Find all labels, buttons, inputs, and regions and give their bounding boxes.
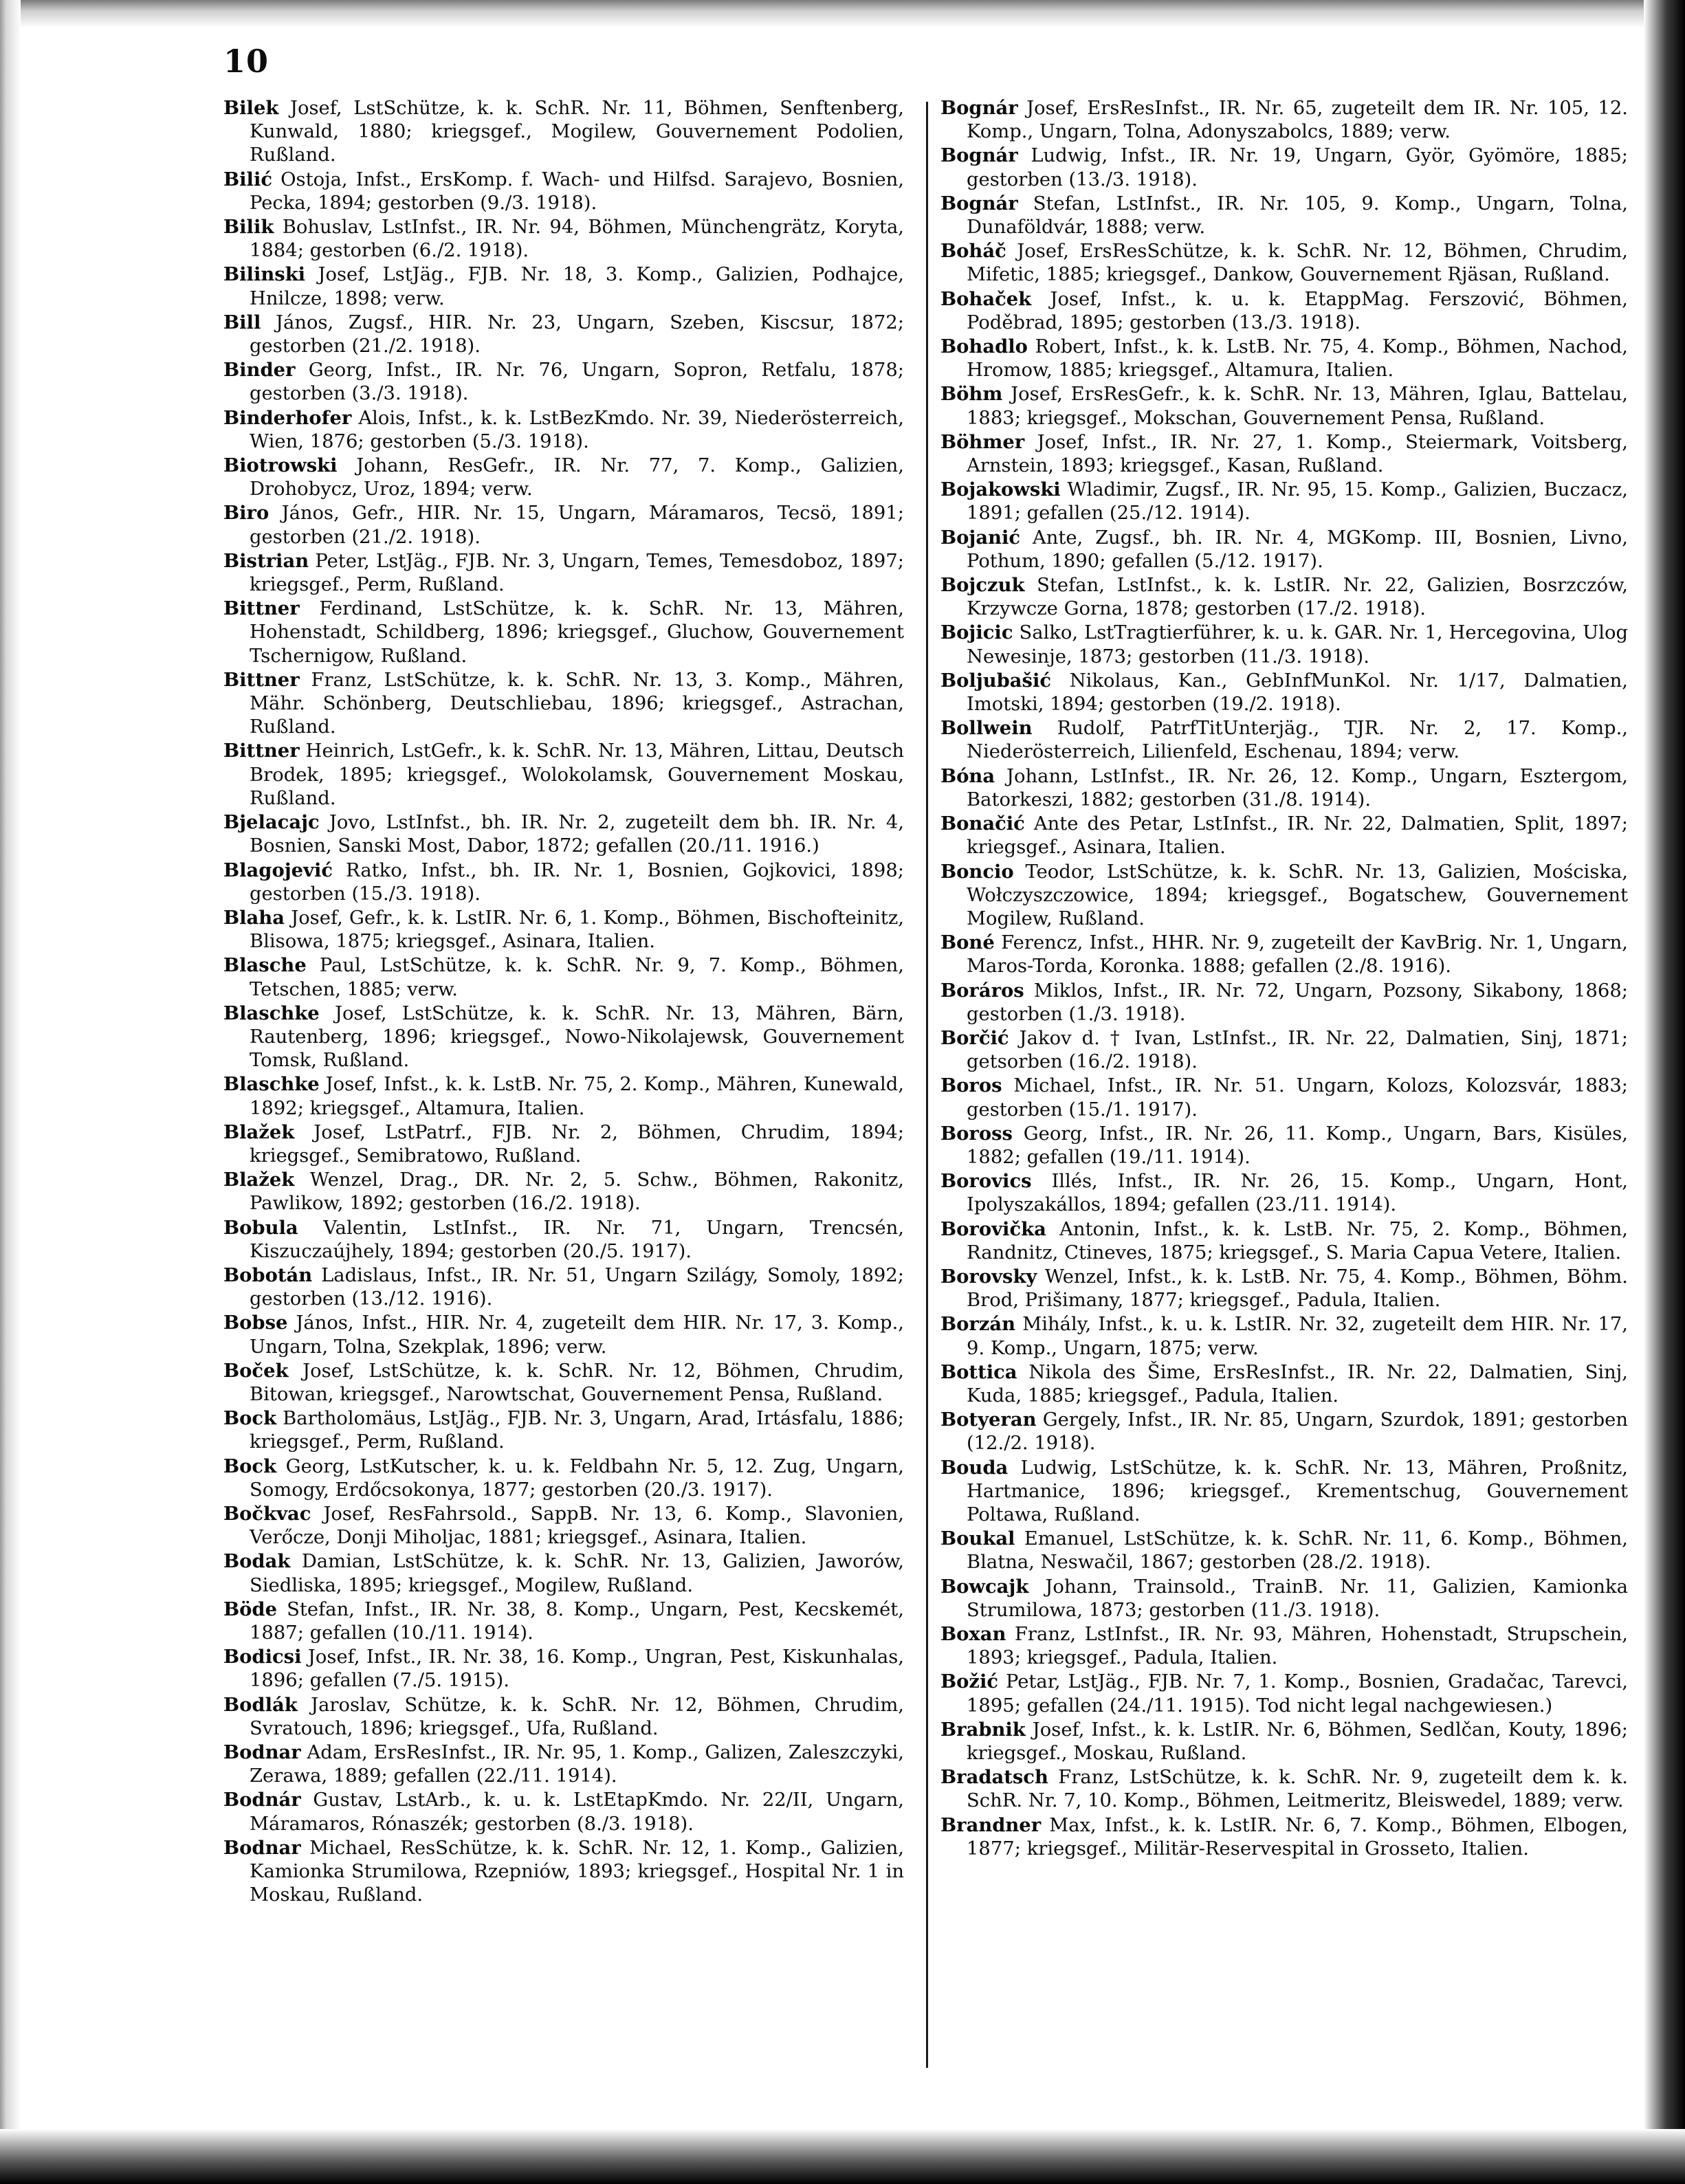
entry-details: Ferencz, Infst., HHR. Nr. 9, zugeteilt der KavBrig. Nr. 1, Ungarn, Maros-Torda, Koronka. 1888; gefallen (2./8. 1916). (967, 932, 1628, 978)
entry-surname: Bognár (940, 144, 1018, 167)
register-entry (223, 168, 904, 215)
entry-details: Josef, Infst., IR. Nr. 38, 16. Komp., Ungran, Pest, Kiskunhalas, 1896; gefallen (7./5. 1915). (250, 1646, 904, 1692)
register-entry (223, 1359, 904, 1407)
entry-surname: Borovsky (940, 1265, 1037, 1288)
register-entry (223, 953, 904, 1001)
register-entry (223, 358, 904, 406)
register-entry (223, 549, 904, 597)
register-entry (940, 573, 1628, 621)
register-entry (940, 1765, 1628, 1813)
entry-surname: Bowcajk (940, 1575, 1029, 1598)
entry-details: János, Zugsf., HIR. Nr. 23, Ungarn, Szeben, Kiscsur, 1872; gestorben (21./2. 1918). (250, 311, 904, 357)
register-entry (940, 1670, 1628, 1717)
register-entry (940, 430, 1628, 478)
entry-details: Salko, LstTragtierführer, k. u. k. GAR. Nr. 1, Hercegovina, Ulog Newesinje, 1873; gestorben (11./3. 1918). (967, 622, 1628, 668)
entry-surname: Blaschke (223, 1002, 320, 1024)
entry-surname: Bodlák (223, 1693, 298, 1716)
register-entry (223, 1455, 904, 1502)
entry-details: Ferdinand, LstSchütze, k. k. SchR. Nr. 13, Mähren, Hohenstadt, Schildberg, 1896; kriegsgef., Gluchow, Gouvernement Tschernigow, Rußland. (250, 598, 904, 667)
entry-details: Franz, LstSchütze, k. k. SchR. Nr. 13, 3. Komp., Mähren, Mähr. Schönberg, Deutschliebau, 1896; kriegsgef., Astrachan, Rußland. (250, 669, 904, 738)
entry-details: Josef, LstSchütze, k. k. SchR. Nr. 12, Böhmen, Chrudim, Bitowan, kriegsgef., Narowtschat, Gouvernement Pensa, Rußland. (250, 1360, 904, 1405)
entry-details: Josef, LstSchütze, k. k. SchR. Nr. 11, Böhmen, Senftenberg, Kunwald, 1880; kriegsgef., Mogilew, Gouvernement Podolien, Rußland. (250, 98, 904, 166)
entry-surname: Bohaček (940, 287, 1032, 310)
register-entry (940, 96, 1628, 144)
entry-surname: Bittner (223, 668, 300, 691)
entry-surname: Bodnár (223, 1789, 301, 1811)
entry-surname: Boross (940, 1122, 1013, 1145)
entry-surname: Boráros (940, 979, 1024, 1002)
entry-surname: Boljubašić (940, 669, 1052, 692)
entry-surname: Boukal (940, 1527, 1015, 1550)
entry-details: Josef, Infst., k. k. LstB. Nr. 75, 2. Komp., Mähren, Kunewald, 1892; kriegsgef., Altamura, Italien. (250, 1074, 904, 1119)
entry-details: Franz, LstSchütze, k. k. SchR. Nr. 9, zugeteilt dem k. k. SchR. Nr. 7, 10. Komp., Böhmen, Leitmeritz, Bleiswedel, 1889; verw. (967, 1767, 1628, 1812)
entry-surname: Bottica (940, 1360, 1017, 1383)
register-entry (940, 1265, 1628, 1312)
entry-surname: Blaschke (223, 1073, 320, 1096)
entry-details: Nikolaus, Kan., GebInfMunKol. Nr. 1/17, Dalmatien, Imotski, 1894; gestorben (19./2. 1918). (967, 670, 1628, 716)
entry-details: Heinrich, LstGefr., k. k. SchR. Nr. 13, Mähren, Littau, Deutsch Brodek, 1895; kriegsgef., Wolokolamsk, Gouvernement Moskau, Rußland. (250, 740, 904, 809)
entry-surname: Boxan (940, 1623, 1006, 1645)
entry-surname: Biro (223, 502, 269, 525)
register-entry (940, 1074, 1628, 1121)
entry-surname: Bojanić (940, 526, 1021, 549)
entry-details: Josef, Infst., k. k. LstIR. Nr. 6, Böhmen, Sedlčan, Kouty, 1896; kriegsgef., Moskau, Rußland. (967, 1719, 1628, 1765)
register-entry (223, 96, 904, 168)
entry-surname: Bilinski (223, 263, 306, 286)
register-entry (223, 1002, 904, 1073)
entry-surname: Božić (940, 1670, 999, 1693)
entry-details: Josef, LstJäg., FJB. Nr. 18, 3. Komp., Galizien, Podhajce, Hnilcze, 1898; verw. (250, 264, 904, 309)
register-entry (223, 1216, 904, 1264)
register-entry (223, 1693, 904, 1741)
register-entry (223, 859, 904, 906)
entry-details: Josef, Infst., IR. Nr. 27, 1. Komp., Steiermark, Voitsberg, Arnstein, 1893; kriegsgef., Kasan, Rußland. (967, 431, 1628, 477)
entry-surname: Bojczuk (940, 574, 1025, 597)
entry-details: Georg, Infst., IR. Nr. 76, Ungarn, Sopron, Retfalu, 1878; gestorben (3./3. 1918). (250, 360, 904, 405)
register-entry (940, 239, 1628, 287)
entry-details: Bartholomäus, LstJäg., FJB. Nr. 3, Ungarn, Arad, Irtásfalu, 1886; kriegsgef., Perm, Rußland. (250, 1408, 904, 1453)
register-entry (940, 335, 1628, 382)
entry-details: János, Gefr., HIR. Nr. 15, Ungarn, Máramaros, Tecsö, 1891; gestorben (21./2. 1918). (250, 503, 904, 548)
entry-surname: Bilek (223, 97, 279, 119)
entry-surname: Bock (223, 1407, 277, 1430)
register-entry (940, 1718, 1628, 1765)
entry-details: Stefan, LstInfst., IR. Nr. 105, 9. Komp., Ungarn, Tolna, Dunaföldvár, 1888; verw. (967, 192, 1628, 239)
register-entry (223, 1502, 904, 1549)
register-entry (223, 1645, 904, 1692)
entry-surname: Borovička (940, 1217, 1046, 1240)
register-entry (940, 1026, 1628, 1074)
entry-details: Rudolf, PatrfTitUnterjäg., TJR. Nr. 2, 17. Komp., Niederösterreich, Lilienfeld, Eschenau, 1894; verw. (967, 718, 1628, 763)
right-column (940, 96, 1628, 1861)
register-entry (223, 501, 904, 549)
entry-surname: Bojakowski (940, 478, 1061, 501)
register-entry (223, 1407, 904, 1454)
entry-surname: Bjelacajc (223, 811, 320, 834)
register-entry (223, 263, 904, 310)
entry-surname: Binder (223, 359, 296, 382)
register-entry (223, 1121, 904, 1168)
register-entry (940, 669, 1628, 716)
entry-surname: Borzán (940, 1313, 1016, 1336)
scan-edge-left (0, 0, 21, 2184)
entry-surname: Bistrian (223, 549, 309, 572)
register-entry (223, 311, 904, 358)
register-entry (940, 1169, 1628, 1217)
page-number: 10 (223, 43, 269, 80)
entry-details: Ludwig, LstSchütze, k. k. SchR. Nr. 13, Mähren, Proßnitz, Hartmanice, 1896; kriegsgef., Krementschug, Gouvernement Poltawa, Rußland. (967, 1457, 1628, 1525)
entry-surname: Bouda (940, 1456, 1009, 1479)
entry-surname: Boné (940, 931, 995, 954)
entry-surname: Bollwein (940, 717, 1033, 740)
entry-details: Johann, ResGefr., IR. Nr. 77, 7. Komp., Galizien, Drohobycz, Uroz, 1894; verw. (250, 455, 904, 500)
entry-surname: Bodnar (223, 1741, 301, 1764)
entry-surname: Botyeran (940, 1409, 1037, 1431)
entry-details: Petar, LstJäg., FJB. Nr. 7, 1. Komp., Bosnien, Gradačac, Tarevci, 1895; gefallen (24./11. 1915). Tod nicht legal nachgewiesen.) (967, 1671, 1628, 1717)
entry-surname: Boček (223, 1359, 289, 1382)
entry-details: Stefan, Infst., IR. Nr. 38, 8. Komp., Ungarn, Pest, Kecskemét, 1887; gefallen (10./11. 1914). (250, 1598, 904, 1644)
entry-details: Ladislaus, Infst., IR. Nr. 51, Ungarn Szilágy, Somoly, 1892; gestorben (13./12. 1916). (250, 1264, 904, 1310)
register-entry (223, 906, 904, 953)
entry-surname: Blažek (223, 1169, 295, 1191)
entry-surname: Blaha (223, 906, 285, 929)
entry-surname: Böhm (940, 383, 1003, 406)
entry-details: Johann, LstInfst., IR. Nr. 26, 12. Komp., Ungarn, Esztergom, Batorkeszi, 1882; gestorben (31./8. 1914). (967, 765, 1628, 810)
register-entry (223, 1836, 904, 1908)
register-entry (940, 860, 1628, 931)
register-entry (223, 1788, 904, 1835)
entry-surname: Böhmer (940, 430, 1025, 453)
entry-surname: Bognár (940, 192, 1018, 214)
entry-details: Emanuel, LstSchütze, k. k. SchR. Nr. 11, 6. Komp., Böhmen, Blatna, Neswačil, 1867; gestorben (28./2. 1918). (967, 1528, 1628, 1574)
entry-details: Ante, Zugsf., bh. IR. Nr. 4, MGKomp. III, Bosnien, Livno, Pothum, 1890; gefallen (5./12. 1917). (967, 527, 1628, 572)
register-entry (940, 1312, 1628, 1360)
entry-details: János, Infst., HIR. Nr. 4, zugeteilt dem HIR. Nr. 17, 3. Komp., Ungarn, Tolna, Szekplak, 1896; verw. (250, 1312, 904, 1358)
scan-edge-bottom (0, 2129, 1685, 2184)
register-entry (940, 1813, 1628, 1861)
entry-details: Wladimir, Zugsf., IR. Nr. 95, 15. Komp., Galizien, Buczacz, 1891; gefallen (25./12. 1914). (967, 479, 1628, 525)
entry-surname: Bognár (940, 97, 1018, 119)
entry-surname: Bilik (223, 216, 274, 239)
entry-details: Michael, ResSchütze, k. k. SchR. Nr. 12, 1. Komp., Galizien, Kamionka Strumilowa, Rzepniów, 1893; kriegsgef., Hospital Nr. 1 in Moskau, Rußland. (250, 1837, 904, 1906)
scan-edge-right (1644, 0, 1685, 2184)
entry-details: Mihály, Infst., k. u. k. LstIR. Nr. 32, zugeteilt dem HIR. Nr. 17, 9. Komp., Ungarn, 1875; verw. (967, 1314, 1628, 1359)
entry-surname: Boncio (940, 860, 1014, 883)
entry-surname: Boháč (940, 240, 1006, 263)
register-entry (223, 406, 904, 454)
register-entry (223, 668, 904, 740)
entry-surname: Bill (223, 311, 261, 333)
scan-edge-top (0, 0, 1685, 27)
entry-surname: Bohadlo (940, 335, 1028, 358)
entry-surname: Bradatsch (940, 1766, 1048, 1789)
register-entry (940, 979, 1628, 1026)
entry-details: Josef, Infst., k. u. k. EtappMag. Ferszović, Böhmen, Poděbrad, 1895; gestorben (13./3. 1918). (967, 288, 1628, 333)
register-entry (223, 1311, 904, 1358)
register-entry (223, 1741, 904, 1788)
entry-details: Josef, ErsResSchütze, k. k. SchR. Nr. 12, Böhmen, Chrudim, Mifetic, 1885; kriegsgef., Dankow, Gouvernement Rjäsan, Rußland. (967, 241, 1628, 286)
entry-details: Alois, Infst., k. k. LstBezKmdo. Nr. 39, Niederösterreich, Wien, 1876; gestorben (5./3. 1918). (250, 407, 904, 452)
entry-surname: Bock (223, 1455, 277, 1477)
register-entry (223, 1549, 904, 1597)
entry-details: Damian, LstSchütze, k. k. SchR. Nr. 13, Galizien, Jaworów, Siedliska, 1895; kriegsgef., Mogilew, Rußland. (250, 1551, 904, 1596)
entry-details: Wenzel, Infst., k. k. LstB. Nr. 75, 4. Komp., Böhmen, Böhm. Brod, Prišimany, 1877; kriegsgef., Padula, Italien. (967, 1266, 1628, 1312)
register-entry (940, 1122, 1628, 1169)
register-entry (940, 1622, 1628, 1670)
register-entry (223, 215, 904, 263)
entry-details: Wenzel, Drag., DR. Nr. 2, 5. Schw., Böhmen, Rakonitz, Pawlikow, 1892; gestorben (16./2. 1918). (250, 1169, 904, 1215)
entry-details: Antonin, Infst., k. k. LstB. Nr. 75, 2. Komp., Böhmen, Randnitz, Ctineves, 1875; kriegsgef., S. Maria Capua Vetere, Italien. (967, 1218, 1628, 1264)
entry-surname: Bodnar (223, 1836, 301, 1859)
entry-surname: Borčić (940, 1026, 1009, 1049)
register-entry (940, 1456, 1628, 1527)
entry-surname: Blažek (223, 1121, 295, 1143)
entry-details: Valentin, LstInfst., IR. Nr. 71, Ungarn, Trencsén, Kiszuczaújhely, 1894; gestorben (20./5. 1917). (250, 1217, 904, 1262)
register-entry (940, 716, 1628, 764)
entry-details: Johann, Trainsold., TrainB. Nr. 11, Galizien, Kamionka Strumilowa, 1873; gestorben (11./3. 1918). (967, 1576, 1628, 1621)
entry-surname: Bilić (223, 168, 273, 190)
entry-surname: Bobotán (223, 1264, 313, 1286)
register-entry (223, 597, 904, 668)
register-entry (940, 1360, 1628, 1408)
register-entry (223, 1168, 904, 1215)
register-entry (223, 739, 904, 810)
entry-surname: Borovics (940, 1170, 1032, 1193)
register-entry (940, 478, 1628, 525)
entry-details: Jovo, LstInfst., bh. IR. Nr. 2, zugeteilt dem bh. IR. Nr. 4, Bosnien, Sanski Most, Dabor, 1872; gefallen (20./11. 1916.) (250, 812, 904, 857)
register-entry (223, 810, 904, 858)
register-entry (223, 1598, 904, 1645)
entry-details: Robert, Infst., k. k. LstB. Nr. 75, 4. Komp., Böhmen, Nachod, Hromow, 1885; kriegsgef., Altamura, Italien. (967, 336, 1628, 382)
left-column (223, 96, 904, 1907)
entry-surname: Brandner (940, 1813, 1042, 1836)
entry-details: Josef, ErsResInfst., IR. Nr. 65, zugeteilt dem IR. Nr. 105, 12. Komp., Ungarn, Tolna, Adonyszabolcs, 1889; verw. (967, 98, 1628, 143)
entry-details: Jaroslav, Schütze, k. k. SchR. Nr. 12, Böhmen, Chrudim, Svratouch, 1896; kriegsgef., Ufa, Rußland. (250, 1694, 904, 1739)
register-entry (940, 1408, 1628, 1455)
entry-surname: Binderhofer (223, 406, 352, 429)
entry-details: Michael, Infst., IR. Nr. 51. Ungarn, Kolozs, Kolozsvár, 1883; gestorben (15./1. 1917). (967, 1075, 1628, 1121)
entry-details: Josef, LstSchütze, k. k. SchR. Nr. 13, Mähren, Bärn, Rautenberg, 1896; kriegsgef., Nowo-Nikolajewsk, Gouvernement Tomsk, Rußland. (250, 1002, 904, 1072)
register-entry (223, 454, 904, 501)
register-entry (223, 1264, 904, 1311)
register-entry (940, 1527, 1628, 1574)
entry-surname: Biotrowski (223, 454, 338, 477)
register-entry (940, 764, 1628, 812)
register-entry (223, 1072, 904, 1120)
entry-details: Nikola des Šime, ErsResInfst., IR. Nr. 22, Dalmatien, Sinj, Kuda, 1885; kriegsgef., Padula, Italien. (967, 1361, 1628, 1407)
register-entry (940, 192, 1628, 239)
register-entry (940, 931, 1628, 978)
entry-surname: Bodak (223, 1550, 291, 1573)
entry-details: Paul, LstSchütze, k. k. SchR. Nr. 9, 7. Komp., Böhmen, Tetschen, 1885; verw. (250, 955, 904, 1000)
entry-surname: Böde (223, 1598, 277, 1620)
entry-details: Bohuslav, LstInfst., IR. Nr. 94, Böhmen, Münchengrätz, Koryta, 1884; gestorben (6./2. 1918). (250, 217, 904, 262)
entry-details: Josef, LstPatrf., FJB. Nr. 2, Böhmen, Chrudim, 1894; kriegsgef., Semibratowo, Rußland. (250, 1121, 904, 1167)
entry-details: Adam, ErsResInfst., IR. Nr. 95, 1. Komp., Galizen, Zaleszczyki, Zerawa, 1889; gefallen (22./11. 1914). (250, 1742, 904, 1787)
register-entry (940, 812, 1628, 859)
entry-surname: Brabnik (940, 1718, 1026, 1741)
register-entry (940, 621, 1628, 668)
entry-details: Franz, LstInfst., IR. Nr. 93, Mähren, Hohenstadt, Strupschein, 1893; kriegsgef., Padula, Italien. (967, 1624, 1628, 1669)
entry-surname: Bočkvac (223, 1502, 311, 1525)
entry-surname: Bobula (223, 1216, 298, 1239)
entry-details: Gergely, Infst., IR. Nr. 85, Ungarn, Szurdok, 1891; gestorben (12./2. 1918). (967, 1409, 1628, 1455)
entry-details: Jakov d. † Ivan, LstInfst., IR. Nr. 22, Dalmatien, Sinj, 1871; getsorben (16./2. 1918). (967, 1027, 1628, 1073)
entry-details: Ante des Petar, LstInfst., IR. Nr. 22, Dalmatien, Split, 1897; kriegsgef., Asinara, Italien. (967, 813, 1628, 859)
entry-details: Ostoja, Infst., ErsKomp. f. Wach- und Hilfsd. Sarajevo, Bosnien, Pecka, 1894; gestorben (9./3. 1918). (250, 168, 904, 214)
entry-details: Gustav, LstArb., k. u. k. LstEtapKmdo. Nr. 22/II, Ungarn, Máramaros, Rónaszék; gestorben (8./3. 1918). (250, 1789, 904, 1835)
entry-details: Josef, Gefr., k. k. LstIR. Nr. 6, 1. Komp., Böhmen, Bischofteinitz, Blisowa, 1875; kriegsgef., Asinara, Italien. (250, 907, 904, 953)
register-entry (940, 1217, 1628, 1265)
entry-surname: Bittner (223, 597, 300, 620)
register-entry (940, 287, 1628, 335)
entry-surname: Bonačić (940, 813, 1025, 835)
entry-surname: Bóna (940, 764, 995, 787)
column-divider (926, 102, 928, 2068)
register-entry (940, 144, 1628, 191)
entry-details: Georg, Infst., IR. Nr. 26, 11. Komp., Ungarn, Bars, Kisüles, 1882; gefallen (19./11. 1914). (967, 1123, 1628, 1168)
entry-surname: Bittner (223, 740, 300, 762)
entry-details: Josef, ErsResGefr., k. k. SchR. Nr. 13, Mähren, Iglau, Battelau, 1883; kriegsgef., Mokschan, Gouvernement Pensa, Rußland. (967, 384, 1628, 429)
entry-details: Ludwig, Infst., IR. Nr. 19, Ungarn, Györ, Gyömöre, 1885; gestorben (13./3. 1918). (967, 145, 1628, 190)
register-entry (940, 526, 1628, 573)
entry-surname: Blagojević (223, 859, 333, 881)
entry-details: Max, Infst., k. k. LstIR. Nr. 6, 7. Komp., Böhmen, Elbogen, 1877; kriegsgef., Militär-Reservespital in Grosseto, Italien. (967, 1814, 1628, 1860)
register-entry (940, 382, 1628, 430)
entry-details: Stefan, LstInfst., k. k. LstIR. Nr. 22, Galizien, Bosrzczów, Krzywcze Gorna, 1878; gestorben (17./2. 1918). (967, 575, 1628, 620)
entry-details: Ratko, Infst., bh. IR. Nr. 1, Bosnien, Gojkovici, 1898; gestorben (15./3. 1918). (250, 859, 904, 905)
entry-surname: Bodicsi (223, 1646, 302, 1668)
entry-details: Miklos, Infst., IR. Nr. 72, Ungarn, Pozsony, Sikabony, 1868; gestorben (1./3. 1918). (967, 980, 1628, 1025)
entry-surname: Bobse (223, 1312, 288, 1334)
register-entry (940, 1575, 1628, 1622)
entry-details: Teodor, LstSchütze, k. k. SchR. Nr. 13, Galizien, Mościska, Wołczyszczowice, 1894; kriegsgef., Bogatschew, Gouvernement Mogilew, Rußland. (967, 861, 1628, 929)
entry-surname: Blasche (223, 954, 307, 977)
entry-surname: Bojicic (940, 621, 1013, 644)
entry-details: Peter, LstJäg., FJB. Nr. 3, Ungarn, Temes, Temesdoboz, 1897; kriegsgef., Perm, Rußland. (250, 550, 904, 596)
entry-details: Georg, LstKutscher, k. u. k. Feldbahn Nr. 5, 12. Zug, Ungarn, Somogy, Erdőcsokonya, 1877; gestorben (20./3. 1917). (250, 1455, 904, 1501)
entry-details: Illés, Infst., IR. Nr. 26, 15. Komp., Ungarn, Hont, Ipolyszakállos, 1894; gefallen (23./11. 1914). (967, 1171, 1628, 1216)
entry-details: Josef, ResFahrsold., SappB. Nr. 13, 6. Komp., Slavonien, Verőcze, Donji Miholjac, 1881; kriegsgef., Asinara, Italien. (250, 1503, 904, 1549)
entry-surname: Boros (940, 1074, 1002, 1097)
